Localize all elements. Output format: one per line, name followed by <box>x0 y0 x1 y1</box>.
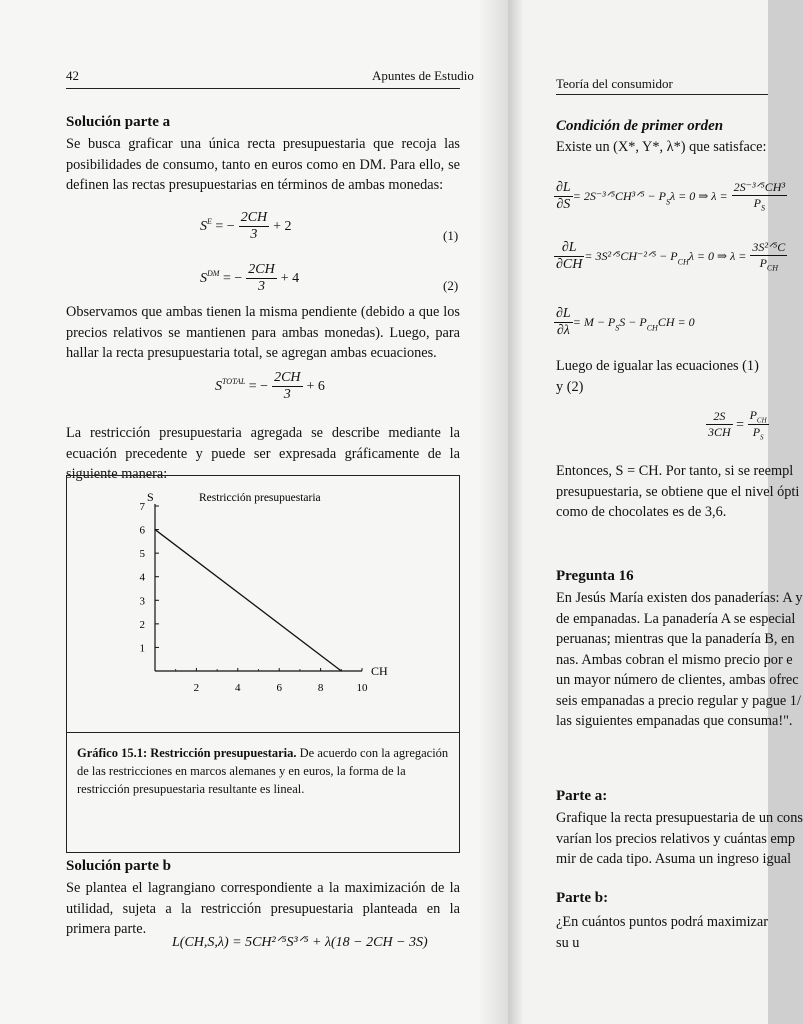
d2-sub: CH <box>677 257 689 267</box>
eq3-mid: = − <box>245 379 269 395</box>
eq3-fraction <box>272 370 302 403</box>
d1-rnum: 2S⁻³ᐟ⁵CH³ <box>733 180 786 195</box>
eq1-fraction <box>239 210 269 243</box>
equation-1 <box>200 210 292 243</box>
header-rule-right <box>556 94 768 95</box>
d3-mid: S − P <box>619 315 647 330</box>
eq1-rhs: + 2 <box>273 219 292 235</box>
d1-rden-sub: S <box>761 203 765 213</box>
parte-a-line-1: Grafique la recta presupuestaria de un cons <box>556 810 803 826</box>
y-tick-label: 3 <box>139 595 145 608</box>
pregunta-16-heading: Pregunta 16 <box>556 568 634 584</box>
budget-line-point <box>154 529 155 530</box>
y-tick-label: 1 <box>139 642 145 655</box>
derivative-s <box>554 180 787 213</box>
parte-b-heading: Parte b: <box>556 890 609 906</box>
eq1-number: (1) <box>443 228 459 243</box>
d3-den: ∂λ <box>556 323 570 338</box>
ratio-rnum-sub: CH <box>756 416 767 425</box>
lagrangian-equation: L(CH,S,λ) = 5CH²ᐟ⁵S³ᐟ⁵ + λ(18 − 2CH − 3S) <box>172 935 428 950</box>
equation-2 <box>200 262 299 295</box>
cpo-heading: Condición de primer orden <box>556 118 724 134</box>
eq3-num: 2CH <box>274 370 301 385</box>
paragraph-2: Observamos que ambas tienen la misma pendiente (debido a que los precios relativos se mantienen para ambas monedas). Luego, para hallar la recta presupuestaria total, se agregan ambas ecuaciones. <box>66 304 460 361</box>
q16-line-2: de empanadas. La panadería A se especial <box>556 610 796 627</box>
equation-3 <box>215 370 325 403</box>
ratio-rden-sub: S <box>760 433 764 442</box>
eq2-fraction <box>246 262 276 295</box>
chart-title: Restricción presupuestaria <box>199 492 321 504</box>
d3-num: ∂L <box>556 306 571 321</box>
x-tick-label: 4 <box>235 682 241 694</box>
y-tick-label: 6 <box>139 524 145 537</box>
d2-rnum: 3S²ᐟ⁵C <box>752 240 786 255</box>
paragraph-1: Se busca graficar una única recta presupuestaria que recoja las posibilidades de consumo, tanto en euros como en DM. Para ello, se definen las rectas presupuestarias en términos de ambas monedas: <box>66 136 460 193</box>
x-tick-label: 8 <box>317 682 324 694</box>
caption-separator <box>67 732 459 733</box>
then-line-3: como de chocolates es de 3,6. <box>556 504 727 520</box>
d2-frac <box>554 240 584 273</box>
eq2-lhs: S <box>200 271 207 287</box>
d2-body: = 3S²ᐟ⁵CH⁻²ᐟ⁵ − P <box>584 249 678 264</box>
ratio-lnum: 2S <box>706 409 733 425</box>
d3-body: = M − P <box>572 315 616 330</box>
heading-solucion-a: Solución parte a <box>66 114 171 130</box>
y-tick-label: 7 <box>139 501 145 513</box>
eq1-den: 3 <box>250 227 258 242</box>
ratio-equation: $\frac{2S}{3CH}$ = $\frac{P_{CH}}{P_S}$ <box>708 408 767 442</box>
cpo-text: Existe un (X*, Y*, λ*) que satisface: <box>556 139 767 155</box>
eq2-sup: DM <box>207 268 220 278</box>
caption-bold: Gráfico 15.1: Restricción presupuestaria. <box>77 746 297 760</box>
d1-den: ∂S <box>556 197 571 212</box>
d2-rfrac <box>750 240 787 272</box>
eq2-number: (2) <box>443 278 459 293</box>
eq3-lhs: S <box>215 379 222 395</box>
budget-line <box>155 530 341 671</box>
running-header-left: Apuntes de Estudio <box>372 68 474 83</box>
d1-body: = 2S⁻³ᐟ⁵CH³ᐟ⁵ − P <box>572 189 666 204</box>
q16-line-6: seis empanadas a precio regular y pague 1/ <box>556 692 801 709</box>
eq1-lhs: S <box>200 219 207 235</box>
d1-num: ∂L <box>556 180 571 195</box>
budget-line-point <box>341 670 342 671</box>
x-axis-label: CH <box>371 664 388 678</box>
d1-frac <box>554 180 573 213</box>
after-text: Luego de igualar las ecuaciones (1) y (2) <box>556 358 759 395</box>
eq1-num: 2CH <box>240 210 268 225</box>
eq2-mid: = − <box>219 271 243 287</box>
running-header-right: Teoría del consumidor <box>556 76 673 91</box>
eq1-sup: E <box>207 216 212 226</box>
d3-tail: CH = 0 <box>657 315 695 330</box>
right-page <box>510 0 803 1024</box>
parte-a-line-2: varían los precios relativos y cuántas emp <box>556 830 795 847</box>
eq2-rhs: + 4 <box>280 271 300 287</box>
page-number: 42 <box>66 68 79 83</box>
x-tick-label: 6 <box>276 682 282 694</box>
heading-solucion-b: Solución parte b <box>66 858 172 874</box>
x-tick-label: 2 <box>193 682 200 694</box>
q16-line-4: nas. Ambas cobran el mismo precio por e <box>556 651 793 668</box>
q16-line-3: peruanas; mientras que la panadería B, en <box>556 631 795 647</box>
spine-shadow-right <box>510 0 524 1024</box>
d3-sub1: S <box>615 323 620 333</box>
figure-box <box>66 475 460 853</box>
ratio-right <box>748 408 769 442</box>
parte-a-text <box>556 808 803 870</box>
derivative-ch <box>554 240 787 273</box>
d3-frac <box>554 306 573 339</box>
parte-a-line-3: mir de cada tipo. Asuma un ingreso igual <box>556 851 792 867</box>
y-tick-label: 5 <box>139 548 145 561</box>
paragraph-then <box>556 461 799 523</box>
d1-sub: S <box>665 197 670 207</box>
pregunta-16-text <box>556 588 803 732</box>
x-tick-label: 10 <box>356 682 368 694</box>
ratio-left <box>706 409 733 440</box>
parte-a-heading: Parte a: <box>556 788 608 804</box>
eq2-num: 2CH <box>248 262 275 277</box>
eq3-sup: TOTAL <box>222 376 246 386</box>
d1-rfrac <box>732 180 787 212</box>
paragraph-4: Se plantea el lagrangiano correspondiente a la maximización de la utilidad, sujeta a la restricción presupuestaria planteada en la primera parte. <box>66 880 460 937</box>
eq3-rhs: + 6 <box>306 379 325 395</box>
d2-rden: P <box>759 256 767 271</box>
figure-caption <box>77 744 449 798</box>
caption-text: De acuerdo con la agregación de las restricciones en marcos alemanes y en euros, la forma de la restricción presupuestaria resultante es lineal. <box>77 746 449 796</box>
eq3-den: 3 <box>283 387 291 402</box>
eq1-mid: = − <box>211 219 235 235</box>
derivative-lambda <box>554 306 695 339</box>
eq2-den: 3 <box>257 279 265 294</box>
ratio-lden: 3CH <box>708 425 731 440</box>
budget-chart <box>67 476 459 731</box>
d2-num: ∂L <box>554 240 584 257</box>
q16-line-5: un mayor número de clientes, ambas ofrec <box>556 672 799 688</box>
d1-rden: P <box>753 196 761 211</box>
y-tick-label: 2 <box>139 618 145 631</box>
y-tick-label: 4 <box>139 571 145 584</box>
paragraph-3: La restricción presupuestaria agregada se describe mediante la ecuación precedente y puede ser expresada gráficamente de la siguiente manera: <box>66 425 460 482</box>
d2-den: ∂CH <box>556 257 583 272</box>
y-axis-label: S <box>147 490 154 504</box>
then-line-1: Entonces, S = CH. Por tanto, si se reempl <box>556 463 794 479</box>
d2-rden-sub: CH <box>766 263 779 273</box>
q16-line-7: las siguientes empanadas que consuma!". <box>556 713 793 729</box>
d1-tail: λ = 0 ⇒ λ = <box>669 189 728 204</box>
d2-tail: λ = 0 ⇒ λ = <box>688 249 747 264</box>
then-line-2: presupuestaria, se obtiene que el nivel ópti <box>556 483 800 500</box>
q16-line-1: En Jesús María existen dos panaderías: A y <box>556 590 803 606</box>
d3-sub2: CH <box>646 323 658 333</box>
spine-shadow-left <box>478 0 508 1024</box>
ratio-rden: P <box>752 425 761 440</box>
header-rule <box>66 88 460 89</box>
ratio-rnum: P <box>749 408 757 422</box>
parte-b-text: ¿En cuántos puntos podrá maximizar su u <box>556 914 769 951</box>
